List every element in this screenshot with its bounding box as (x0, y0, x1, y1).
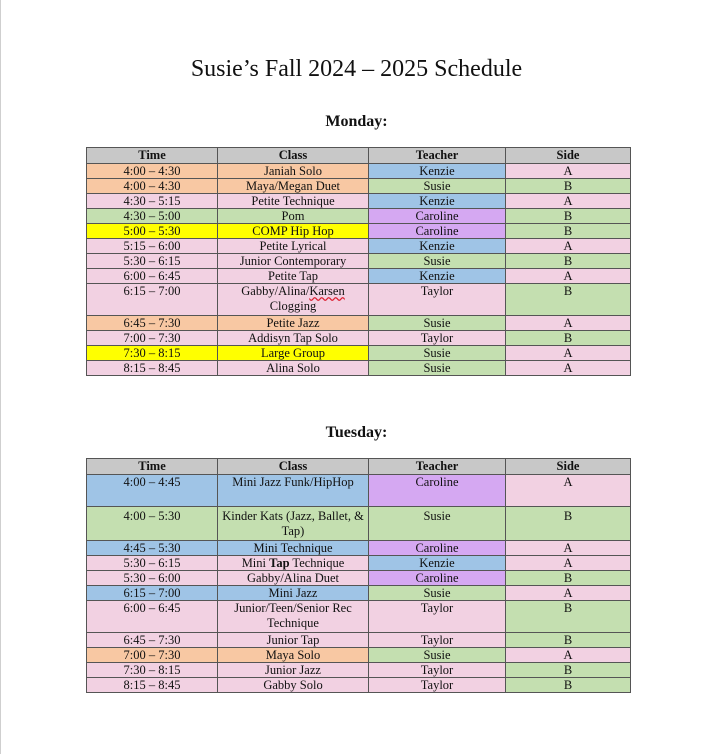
header-teacher: Teacher (369, 148, 506, 164)
page-title: Susie’s Fall 2024 – 2025 Schedule (190, 56, 523, 82)
side-cell: B (506, 331, 631, 346)
teacher-cell: Susie (369, 254, 506, 269)
teacher-cell: Kenzie (369, 269, 506, 284)
time-cell: 7:00 – 7:30 (87, 331, 218, 346)
teacher-cell: Kenzie (369, 194, 506, 209)
class-cell: Junior Jazz (218, 663, 369, 678)
table-row (87, 586, 631, 601)
side-cell: B (506, 633, 631, 648)
table-row (87, 663, 631, 678)
side-cell: B (506, 224, 631, 239)
time-cell: 5:00 – 5:30 (87, 224, 218, 239)
side-cell: B (506, 507, 631, 541)
time-cell: 5:30 – 6:00 (87, 571, 218, 586)
teacher-cell: Caroline (369, 209, 506, 224)
teacher-cell: Susie (369, 586, 506, 601)
class-cell: Junior/Teen/Senior Rec Technique (218, 601, 369, 633)
time-cell: 5:15 – 6:00 (87, 239, 218, 254)
teacher-cell: Kenzie (369, 556, 506, 571)
class-cell: Maya Solo (218, 648, 369, 663)
class-text-misspelled: Karsen (309, 284, 345, 298)
table-row (87, 269, 631, 284)
teacher-cell: Taylor (369, 284, 506, 316)
teacher-cell: Susie (369, 361, 506, 376)
side-cell: A (506, 164, 631, 179)
class-cell: Junior Contemporary (218, 254, 369, 269)
table-row (87, 194, 631, 209)
time-cell: 6:15 – 7:00 (87, 284, 218, 316)
side-cell: A (506, 648, 631, 663)
class-cell: Gabby/Alina Duet (218, 571, 369, 586)
class-cell: Maya/Megan Duet (218, 179, 369, 194)
teacher-cell: Taylor (369, 601, 506, 633)
time-cell: 6:00 – 6:45 (87, 601, 218, 633)
table-row (87, 571, 631, 586)
teacher-cell: Caroline (369, 224, 506, 239)
class-cell: Petite Lyrical (218, 239, 369, 254)
header-side: Side (506, 148, 631, 164)
class-cell: Mini Technique (218, 541, 369, 556)
side-cell: B (506, 284, 631, 316)
class-text: Clogging (269, 299, 317, 313)
side-cell: A (506, 269, 631, 284)
table-row (87, 507, 631, 541)
header-class: Class (218, 148, 369, 164)
header-side: Side (506, 459, 631, 475)
side-cell: B (506, 663, 631, 678)
class-cell: Alina Solo (218, 361, 369, 376)
class-text: Mini (241, 556, 270, 570)
side-cell: A (506, 556, 631, 571)
class-cell: Petite Jazz (218, 316, 369, 331)
monday-heading: Monday: (325, 113, 388, 130)
class-cell: Large Group (218, 346, 369, 361)
table-row (87, 284, 631, 316)
table-row (87, 601, 631, 633)
teacher-cell: Susie (369, 507, 506, 541)
class-cell: Junior Tap (218, 633, 369, 648)
time-cell: 8:15 – 8:45 (87, 678, 218, 693)
class-cell: Gabby Solo (218, 678, 369, 693)
header-time: Time (87, 148, 218, 164)
time-cell: 7:00 – 7:30 (87, 648, 218, 663)
side-cell: B (506, 601, 631, 633)
teacher-cell: Kenzie (369, 239, 506, 254)
table-row (87, 648, 631, 663)
time-cell: 6:45 – 7:30 (87, 316, 218, 331)
time-cell: 4:00 – 4:30 (87, 164, 218, 179)
class-text-bold: Tap (269, 556, 290, 570)
side-cell: A (506, 541, 631, 556)
class-cell (218, 284, 369, 316)
side-cell: A (506, 194, 631, 209)
table-row (87, 556, 631, 571)
side-cell: A (506, 316, 631, 331)
class-cell: Addisyn Tap Solo (218, 331, 369, 346)
table-row (87, 179, 631, 194)
teacher-cell: Caroline (369, 571, 506, 586)
time-cell: 6:15 – 7:00 (87, 586, 218, 601)
table-row (87, 633, 631, 648)
time-cell: 4:45 – 5:30 (87, 541, 218, 556)
table-row (87, 224, 631, 239)
teacher-cell: Susie (369, 316, 506, 331)
table-row (87, 678, 631, 693)
table-row (87, 331, 631, 346)
side-cell: B (506, 571, 631, 586)
table-row (87, 316, 631, 331)
side-cell: B (506, 254, 631, 269)
teacher-cell: Kenzie (369, 164, 506, 179)
table-row (87, 541, 631, 556)
table-row (87, 475, 631, 507)
time-cell: 4:00 – 4:30 (87, 179, 218, 194)
side-cell: A (506, 361, 631, 376)
class-cell: Kinder Kats (Jazz, Ballet, & Tap) (218, 507, 369, 541)
teacher-cell: Susie (369, 346, 506, 361)
class-cell: COMP Hip Hop (218, 224, 369, 239)
table-header-row (87, 459, 631, 475)
class-cell: Janiah Solo (218, 164, 369, 179)
time-cell: 5:30 – 6:15 (87, 254, 218, 269)
teacher-cell: Susie (369, 648, 506, 663)
table-header-row (87, 148, 631, 164)
table-row (87, 254, 631, 269)
time-cell: 7:30 – 8:15 (87, 663, 218, 678)
teacher-cell: Taylor (369, 633, 506, 648)
side-cell: B (506, 209, 631, 224)
side-cell: A (506, 239, 631, 254)
time-cell: 5:30 – 6:15 (87, 556, 218, 571)
side-cell: B (506, 179, 631, 194)
class-cell: Mini Jazz (218, 586, 369, 601)
time-cell: 8:15 – 8:45 (87, 361, 218, 376)
teacher-cell: Caroline (369, 475, 506, 507)
monday-table (86, 147, 631, 376)
header-teacher: Teacher (369, 459, 506, 475)
time-cell: 6:45 – 7:30 (87, 633, 218, 648)
class-cell: Petite Tap (218, 269, 369, 284)
teacher-cell: Taylor (369, 331, 506, 346)
time-cell: 4:00 – 5:30 (87, 507, 218, 541)
side-cell: A (506, 346, 631, 361)
time-cell: 7:30 – 8:15 (87, 346, 218, 361)
table-row (87, 361, 631, 376)
time-cell: 6:00 – 6:45 (87, 269, 218, 284)
teacher-cell: Taylor (369, 678, 506, 693)
class-cell: Petite Technique (218, 194, 369, 209)
table-row (87, 164, 631, 179)
time-cell: 4:30 – 5:15 (87, 194, 218, 209)
header-time: Time (87, 459, 218, 475)
teacher-cell: Caroline (369, 541, 506, 556)
table-row (87, 209, 631, 224)
side-cell: A (506, 586, 631, 601)
teacher-cell: Taylor (369, 663, 506, 678)
teacher-cell: Susie (369, 179, 506, 194)
class-cell: Mini Jazz Funk/HipHop (218, 475, 369, 507)
time-cell: 4:00 – 4:45 (87, 475, 218, 507)
table-row (87, 346, 631, 361)
class-text: Technique (289, 556, 345, 570)
class-text: Gabby/Alina/ (241, 284, 310, 298)
time-cell: 4:30 – 5:00 (87, 209, 218, 224)
class-cell: Pom (218, 209, 369, 224)
table-row (87, 239, 631, 254)
tuesday-heading: Tuesday: (325, 424, 388, 441)
header-class: Class (218, 459, 369, 475)
class-cell (218, 556, 369, 571)
tuesday-table (86, 458, 631, 693)
side-cell: A (506, 475, 631, 507)
side-cell: B (506, 678, 631, 693)
